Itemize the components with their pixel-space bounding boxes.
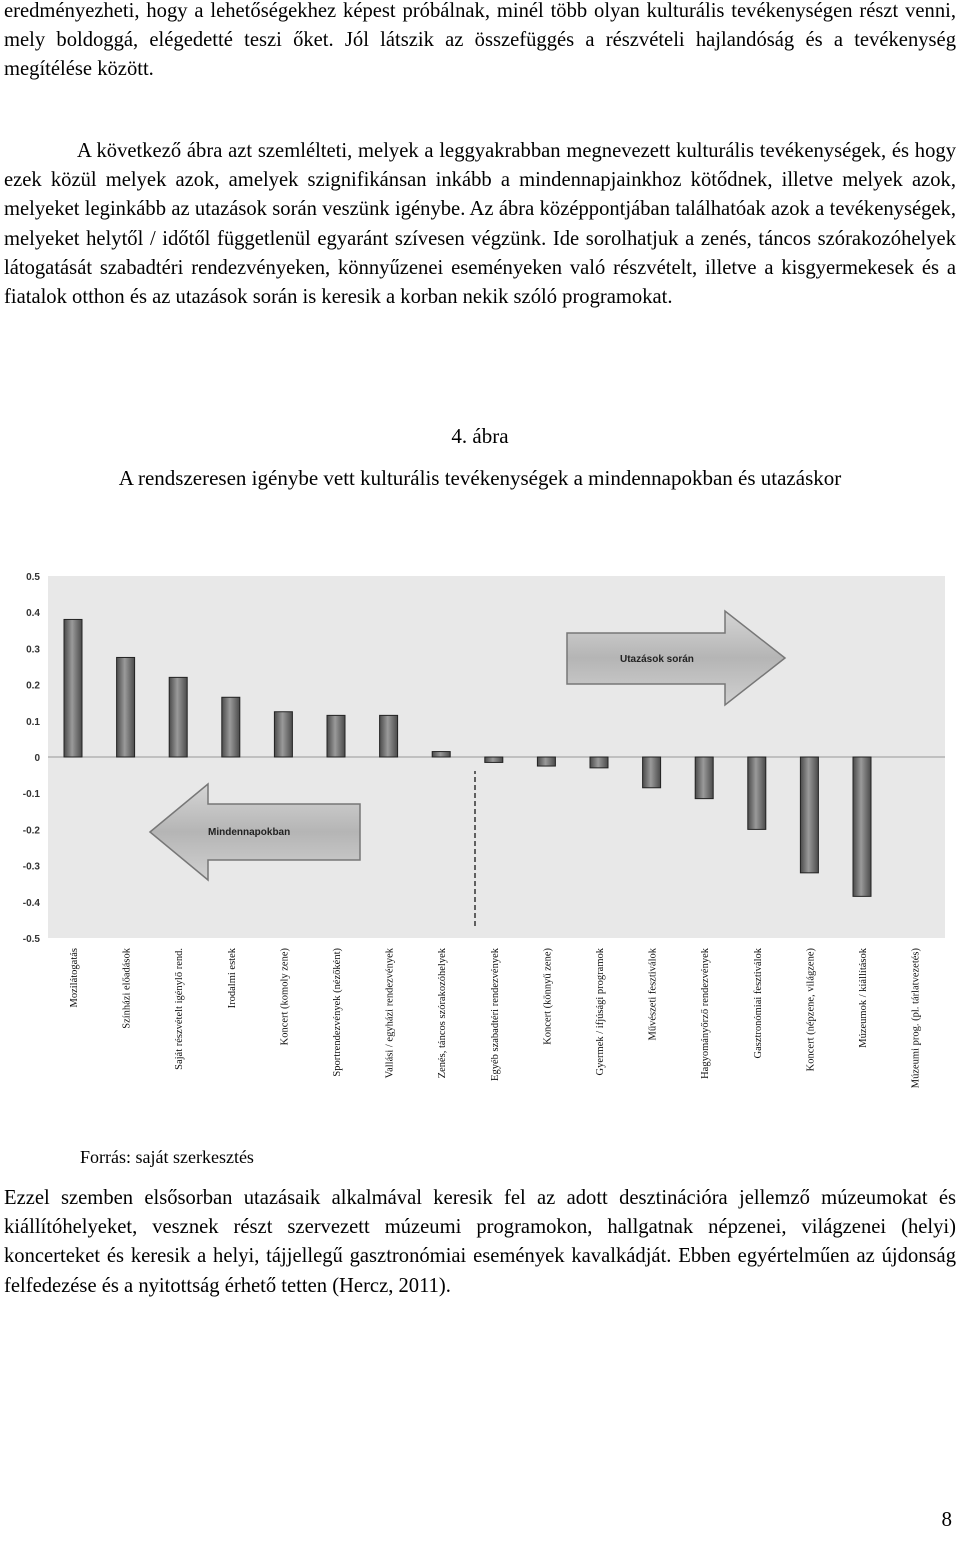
y-tick-label: 0.1 (26, 716, 40, 728)
category-label-12: Hagyományőrző rendezvények (700, 948, 712, 1079)
category-label-15: Múzeumok / kiállítások (858, 948, 869, 1048)
bar-8 (485, 757, 503, 762)
bar-11 (643, 757, 661, 788)
category-label-10: Gyermek / ifjúsági programok (595, 948, 606, 1076)
y-tick-label: -0.4 (22, 897, 40, 909)
category-label-2: Saját részvételt igénylő rend. (174, 948, 186, 1070)
bar-13 (748, 757, 766, 829)
y-tick-label: -0.5 (22, 934, 40, 945)
bar-1 (117, 657, 135, 757)
cultural-activities-bar-chart (0, 556, 960, 1141)
bar-7 (432, 752, 450, 757)
category-label-5: Sportrendezvények (nézőként) (332, 948, 343, 1077)
y-tick-label: 0.5 (26, 572, 40, 583)
bar-0 (64, 619, 82, 757)
bar-5 (327, 715, 345, 757)
y-tick-label: -0.2 (22, 825, 40, 837)
y-tick-label: 0.4 (26, 608, 40, 620)
bar-2 (169, 677, 187, 757)
bar-4 (274, 712, 292, 757)
bar-15 (853, 757, 871, 896)
figure-source: Forrás: saját szerkesztés (80, 1147, 254, 1167)
category-label-14: Koncert (népzene, világzene) (805, 948, 817, 1072)
y-tick-label: 0.2 (26, 680, 40, 692)
category-label-3: Irodalmi estek (226, 948, 238, 1009)
category-label-6: Vallási / egyházi rendezvények (384, 948, 396, 1079)
y-tick-label: 0.3 (26, 644, 40, 656)
category-label-8: Egyéb szabadtéri rendezvények (489, 948, 501, 1081)
category-label-1: Színházi előadások (121, 948, 133, 1029)
category-label-16: Múzeumi prog. (pl. tárlatvezetés) (910, 948, 922, 1089)
page-number: 8 (941, 1507, 952, 1531)
category-label-9: Koncert (könnyű zene) (542, 948, 554, 1045)
category-label-4: Koncert (komoly zene) (279, 948, 291, 1046)
bar-10 (590, 757, 608, 768)
intro-paragraph: eredményezheti, hogy a lehetőségekhez képest próbálnak, minél több olyan kulturális tevékenységen részt venni, mely boldoggá, elégedetté teszi őket. Jól látszik az összefüggés a részvételi hajlandóság és a tevékenység megítélése között. (4, 0, 956, 81)
bar-3 (222, 697, 240, 757)
category-label-0: Mozilátogatás (69, 948, 80, 1008)
y-tick-label: -0.3 (22, 861, 40, 873)
category-label-7: Zenés, táncos szórakozóhelyek (437, 948, 449, 1079)
figure-title: A rendszeresen igénybe vett kulturális tevékenységek a mindennapokban és utazáskor (118, 466, 842, 490)
bar-14 (800, 757, 818, 873)
conclusion-paragraph: Ezzel szemben elsősorban utazásaik alkalmával keresik fel az adott desztinációra jellemző múzeumokat és kiállítóhelyeket, vesznek részt szervezett múzeumi programokon, hallgatnak népzenei, világzenei (helyi) koncerteket és keresik a helyi, tájjellegű gasztronómiai események kavalkádját. Ebben egyértelműen az újdonság felfedezése és a nyitottság érhető tetten (Hercz, 2011). (4, 1187, 956, 1297)
category-label-13: Gasztronómiai fesztiválok (752, 948, 764, 1059)
bar-9 (537, 757, 555, 766)
category-label-11: Művészeti fesztiválok (647, 948, 659, 1041)
bar-12 (695, 757, 713, 799)
y-tick-label: -0.1 (22, 789, 40, 801)
chart-description-paragraph: A következő ábra azt szemlélteti, melyek a leggyakrabban megnevezett kulturális tevékenységek, és hogy ezek közül melyek azok, amelyek szignifikánsan inkább a mindennapjainkhoz kötődnek, illetve melyek azok, melyeket leginkább az utazások során veszünk igénybe. Az ábra középpontjában találhatóak azok a tevékenységek, melyeket helytől / időtől függetlenül egyaránt szívesen végzünk. Ide sorolhatjuk a zenés, táncos szórakozóhelyek látogatását szabadtéri rendezvényeken, könnyűzenei eseményeken való részvételt, illetve a kisgyermekesek és a fiatalok otthon és az utazások során is keresik a korban nekik szóló programokat. (4, 140, 956, 309)
figure-number: 4. ábra (451, 424, 509, 448)
y-tick-label: 0 (34, 753, 40, 764)
bar-6 (380, 715, 398, 757)
arrow-label-utazasok: Utazások során (620, 654, 694, 665)
arrow-label-mindennapokban: Mindennapokban (208, 827, 291, 838)
